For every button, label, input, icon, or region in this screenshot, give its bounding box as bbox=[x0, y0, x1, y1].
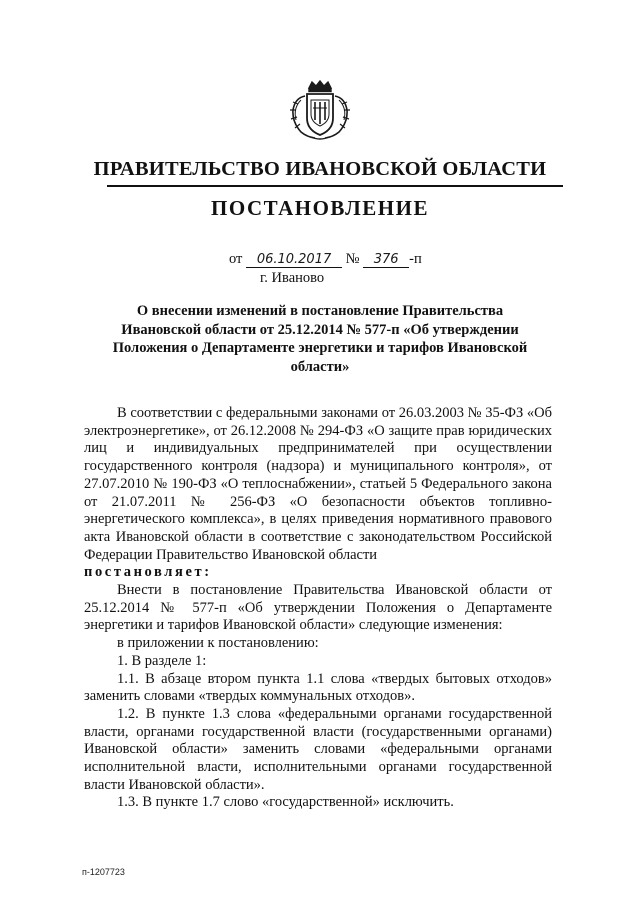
document-date: 06.10.2017 bbox=[246, 253, 342, 268]
coat-of-arms-icon bbox=[287, 80, 353, 142]
document-subject: О внесении изменений в постановление Правительства Ивановской области от 25.12.2014 № 577-п «Об утверждении Положения о Департаменте энергетики и тарифов Ивановской области» bbox=[112, 303, 528, 375]
body-paragraph: 1.1. В абзаце втором пункта 1.1 слова «твердых бытовых отходов» заменить словами «твердых коммунальных отходов». bbox=[84, 670, 552, 705]
title-underline bbox=[107, 185, 563, 187]
document-body bbox=[84, 405, 552, 812]
resolves-word: постановляет: bbox=[84, 564, 212, 581]
number-label: № bbox=[345, 251, 360, 267]
document-code: п-1207723 bbox=[82, 867, 125, 877]
body-paragraph: 1.2. В пункте 1.3 слова «федеральными органами государственной власти, органами государственной власти (государственными органами) Ивановской области» заменить словами «федеральными органами исполнительной власти, исполнительными органами государственной власти Ивановской области». bbox=[84, 705, 552, 793]
city: г. Иваново bbox=[260, 270, 325, 286]
document-number: 376 bbox=[363, 253, 409, 268]
organization-title: ПРАВИТЕЛЬСТВО ИВАНОВСКОЙ ОБЛАСТИ bbox=[93, 158, 547, 180]
resolves-line bbox=[84, 564, 552, 582]
from-label: от bbox=[229, 251, 243, 267]
document-type: ПОСТАНОВЛЕНИЕ bbox=[211, 196, 429, 220]
body-paragraph: Внести в постановление Правительства Ивановской области от 25.12.2014 № 577-п «Об утверждении Положения о Департаменте энергетики и тарифов Ивановской области» следующие изменения: bbox=[84, 582, 552, 634]
body-paragraph: 1.3. В пункте 1.7 слово «государственной» исключить. bbox=[117, 794, 454, 811]
preamble-paragraph: В соответствии с федеральными законами от 26.03.2003 № 35-ФЗ «Об электроэнергетике», от 26.12.2008 № 294-ФЗ «О защите прав юридических лиц и индивидуальных предпринимателей при осуществлении государственного контроля (надзора) и муниципального контроля», от 27.07.2010 № 190-ФЗ «О теплоснабжении», статьей 5 Федерального закона от 21.07.2011 № 256-ФЗ «О безопасности объектов топливно-энергетического комплекса», в целях приведения нормативного правового акта Ивановской области в соответствие с законодательством Российской Федерации Правительство Ивановской области bbox=[84, 405, 552, 563]
registration-line bbox=[229, 251, 422, 268]
number-suffix: -п bbox=[409, 251, 422, 267]
body-paragraph: в приложении к постановлению: bbox=[117, 635, 319, 652]
body-paragraph: 1. В разделе 1: bbox=[117, 652, 207, 669]
